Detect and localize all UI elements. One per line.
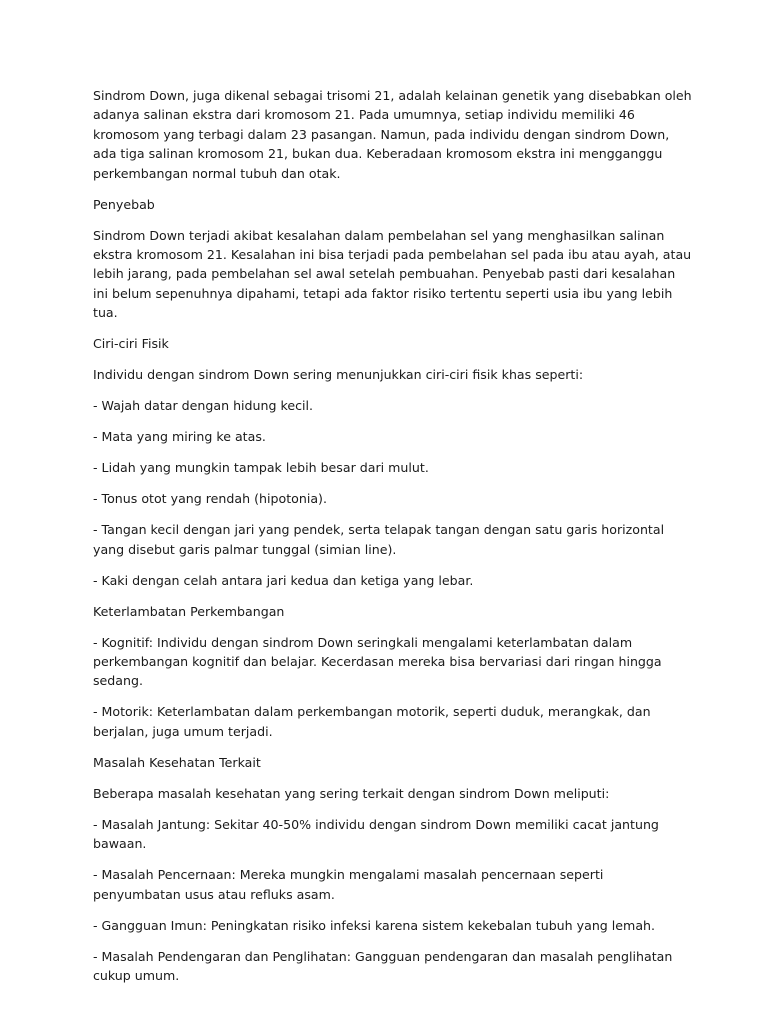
section-heading-ciri-ciri-fisik: Ciri-ciri Fisik	[93, 336, 169, 352]
list-item: - Tangan kecil dengan jari yang pendek, serta telapak tangan dengan satu garis horizontal yang disebut garis palmar tunggal (simian line).	[93, 522, 665, 557]
list-item: - Gangguan Imun: Peningkatan risiko infeksi karena sistem kekebalan tubuh yang lemah.	[93, 917, 656, 933]
section-heading-masalah-kesehatan: Masalah Kesehatan Terkait	[93, 754, 261, 770]
list-item: - Wajah datar dengan hidung kecil.	[93, 398, 314, 414]
section-heading-keterlambatan-perkembangan: Keterlambatan Perkembangan	[93, 603, 285, 619]
list-item: - Mata yang miring ke atas.	[93, 429, 266, 445]
intro-paragraph: Sindrom Down, juga dikenal sebagai trisomi 21, adalah kelainan genetik yang disebabkan oleh adanya salinan ekstra dari kromosom 21. Pada umumnya, setiap individu memiliki 46 kromosom yang terbagi dalam 23 pasangan. Namun, pada individu dengan sindrom Down, ada tiga salinan kromosom 21, bukan dua. Keberadaan kromosom ekstra ini mengganggu perkembangan normal tubuh dan otak.	[93, 88, 692, 181]
section-heading-penyebab: Penyebab	[93, 196, 155, 212]
cause-paragraph: Sindrom Down terjadi akibat kesalahan dalam pembelahan sel yang menghasilkan salinan ekstra kromosom 21. Kesalahan ini bisa terjadi pada pembelahan sel pada ibu atau ayah, atau lebih jarang, pada pembelahan sel awal setelah pembuahan. Penyebab pasti dari kesalahan ini belum sepenuhnya dipahami, tetapi ada faktor risiko tertentu seperti usia ibu yang lebih tua.	[93, 227, 692, 321]
list-item: - Masalah Pencernaan: Mereka mungkin mengalami masalah pencernaan seperti penyumbatan usus atau refluks asam.	[93, 867, 604, 902]
list-item: - Masalah Jantung: Sekitar 40-50% individu dengan sindrom Down memiliki cacat jantung bawaan.	[93, 816, 659, 852]
list-item: - Motorik: Keterlambatan dalam perkembangan motorik, seperti duduk, merangkak, dan berjalan, juga umum terjadi.	[93, 704, 651, 739]
list-item: - Tonus otot yang rendah (hipotonia).	[93, 491, 327, 507]
list-item: - Masalah Pendengaran dan Penglihatan: Gangguan pendengaran dan masalah penglihatan cukup umum.	[93, 948, 673, 984]
health-issues-intro: Beberapa masalah kesehatan yang sering terkait dengan sindrom Down meliputi:	[93, 785, 610, 801]
document-body	[93, 86, 693, 997]
list-item: - Lidah yang mungkin tampak lebih besar dari mulut.	[93, 460, 429, 476]
list-item: - Kaki dengan celah antara jari kedua dan ketiga yang lebar.	[93, 572, 474, 588]
list-item: - Kognitif: Individu dengan sindrom Down seringkali mengalami keterlambatan dalam perkembangan kognitif dan belajar. Kecerdasan mereka bisa bervariasi dari ringan hingga sedang.	[93, 634, 662, 689]
physical-traits-intro: Individu dengan sindrom Down sering menunjukkan ciri-ciri fisik khas seperti:	[93, 367, 584, 383]
